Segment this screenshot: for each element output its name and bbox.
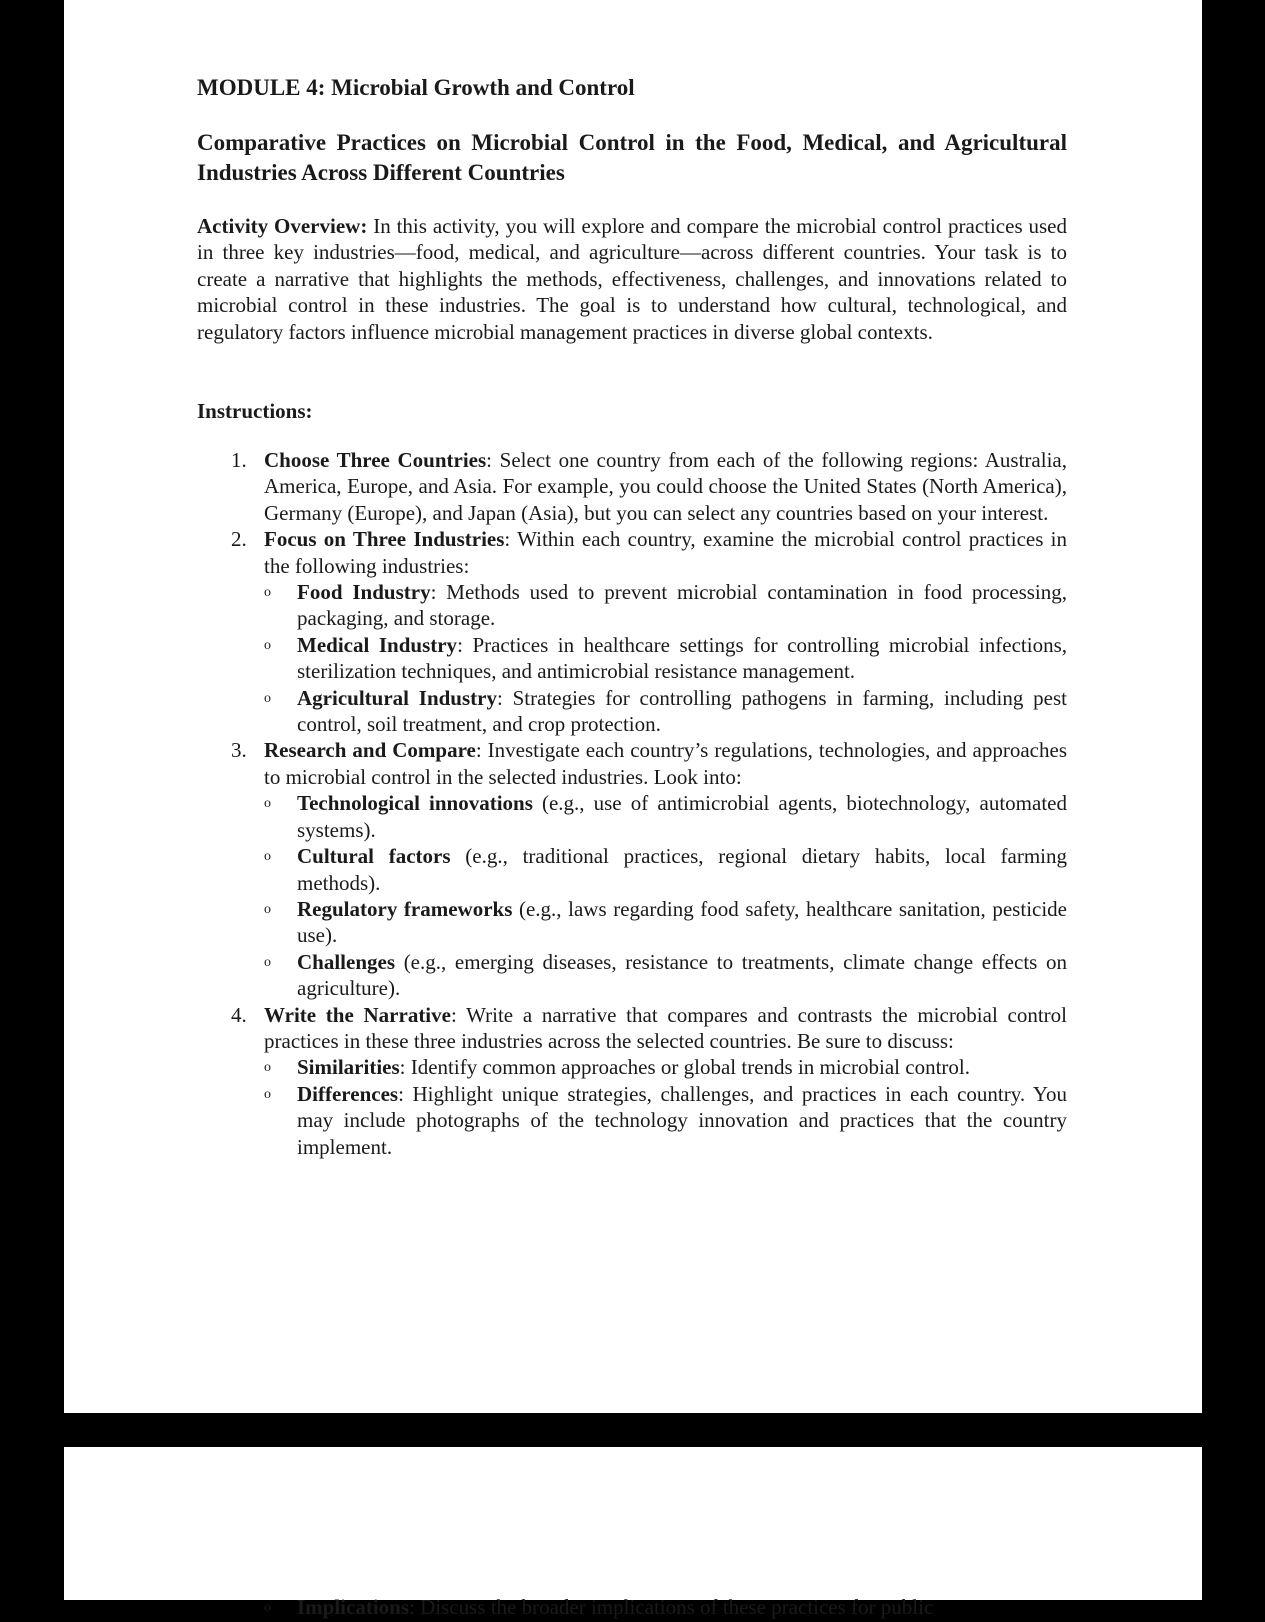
subitem-text: (e.g., use of antimicrobial agents, biotechnology, automated systems). bbox=[297, 791, 1067, 842]
subitem-text: (e.g., traditional practices, regional dietary habits, local farming methods). bbox=[297, 844, 1067, 895]
hollow-bullet-icon: o bbox=[264, 637, 271, 653]
document-page-1 bbox=[64, 0, 1202, 1413]
overview-text: In this activity, you will explore and compare the microbial control practices used in three key industries—food, medical, and agriculture—across different countries. Your task is to create a narrative that highlights the methods, effectiveness, challenges, and innovations related to microbial control in these industries. The goal is to understand how cultural, technological, and regulatory factors influence microbial management practices in diverse global contexts. bbox=[197, 214, 1068, 344]
list-item bbox=[264, 896, 1068, 949]
subitem-title: Food Industry bbox=[297, 580, 431, 605]
subitem-text: : Methods used to prevent microbial contamination in food processing, packaging, and storage. bbox=[297, 580, 1067, 631]
step-text: : Within each country, examine the microbial control practices in the following industries: bbox=[264, 527, 1068, 578]
step-number: 4. bbox=[231, 1002, 247, 1027]
list-item bbox=[264, 843, 1067, 896]
subitem-title: Challenges bbox=[297, 949, 396, 974]
step-number: 3. bbox=[231, 738, 247, 763]
hollow-bullet-icon: o bbox=[264, 901, 271, 917]
instructions-list bbox=[231, 447, 1067, 1160]
step-number: 1. bbox=[231, 448, 247, 472]
subitem-text: : Practices in healthcare settings for controlling microbial infections, sterilization techniques, and antimicrobial resistance management. bbox=[297, 632, 1067, 684]
instruction-step bbox=[231, 447, 1067, 526]
hollow-bullet-icon: o bbox=[264, 796, 271, 812]
hollow-bullet-icon: o bbox=[264, 954, 271, 970]
subitem-text: : Highlight unique strategies, challenges, and practices in each country. You may include photographs of the technology innovation and practices that the country implement. bbox=[297, 1081, 1067, 1159]
step-title: Write the Narrative bbox=[264, 1002, 451, 1027]
subitem-text: : Identify common approaches or global trends in microbial control. bbox=[399, 1055, 970, 1080]
hollow-bullet-icon: o bbox=[264, 1060, 271, 1076]
activity-overview bbox=[197, 213, 1067, 345]
hollow-bullet-icon: o bbox=[264, 1600, 271, 1615]
step-text: : Write a narrative that compares and contrasts the microbial control practices in these three industries across the selected countries. Be sure to discuss: bbox=[264, 1002, 1067, 1053]
subitem-title: Technological innovations bbox=[297, 791, 533, 816]
document-page-2 bbox=[64, 1447, 1202, 1619]
narrative-sublist bbox=[231, 1054, 1067, 1160]
step-text: : Investigate each country’s regulations, technologies, and approaches to microbial control in the selected industries. Look into: bbox=[264, 738, 1067, 789]
step-number: 2. bbox=[231, 527, 247, 552]
subitem-title: Similarities bbox=[297, 1055, 400, 1080]
step-title: Focus on Three Industries bbox=[264, 527, 505, 552]
subitem-text: (e.g., laws regarding food safety, healthcare sanitation, pesticide use). bbox=[297, 896, 1068, 948]
step-title: Choose Three Countries bbox=[264, 448, 487, 472]
research-sublist bbox=[231, 790, 1067, 1001]
list-item bbox=[264, 1081, 1067, 1160]
subitem-title: Cultural factors bbox=[297, 844, 451, 869]
hollow-bullet-icon: o bbox=[264, 1086, 271, 1102]
list-item bbox=[264, 632, 1067, 685]
instruction-step bbox=[231, 737, 1067, 790]
instructions-heading: Instructions: bbox=[197, 399, 313, 423]
list-item bbox=[264, 685, 1067, 738]
list-item bbox=[264, 1594, 1133, 1620]
step-text: : Select one country from each of the following regions: Australia, America, Europe, and Asia. For example, you could choose the United States (North America), Germany (Europe), and Japan (Asia), but you can select any countries based on your interest. bbox=[264, 448, 1067, 525]
list-item bbox=[264, 1054, 1067, 1080]
subitem-text: : Strategies for controlling pathogens in farming, including pest control, soil treatment, and crop protection. bbox=[297, 685, 1067, 737]
list-item bbox=[264, 790, 1067, 843]
hollow-bullet-icon: o bbox=[264, 690, 271, 706]
hollow-bullet-icon: o bbox=[264, 585, 271, 601]
instruction-step bbox=[231, 1002, 1067, 1055]
activity-title: Comparative Practices on Microbial Control in the Food, Medical, and Agricultural Industries Across Different Countries bbox=[197, 130, 1067, 185]
overview-label: Activity Overview: bbox=[197, 214, 368, 238]
subitem-text: (e.g., emerging diseases, resistance to treatments, climate change effects on agriculture). bbox=[297, 949, 1067, 1001]
subitem-title: Differences bbox=[297, 1081, 399, 1106]
list-item bbox=[264, 579, 1067, 632]
subitem-text: : Discuss the broader implications of these practices for public bbox=[409, 1595, 934, 1619]
subitem-title: Agricultural Industry bbox=[297, 685, 497, 710]
list-item bbox=[264, 949, 1067, 1002]
step-title: Research and Compare bbox=[264, 738, 476, 763]
subitem-title: Implications bbox=[297, 1595, 410, 1619]
instruction-step bbox=[231, 526, 1067, 579]
module-title: MODULE 4: Microbial Growth and Control bbox=[197, 75, 635, 100]
hollow-bullet-icon: o bbox=[264, 849, 271, 865]
industries-sublist bbox=[231, 579, 1067, 737]
subitem-title: Medical Industry bbox=[297, 632, 458, 657]
subitem-title: Regulatory frameworks bbox=[297, 896, 513, 921]
